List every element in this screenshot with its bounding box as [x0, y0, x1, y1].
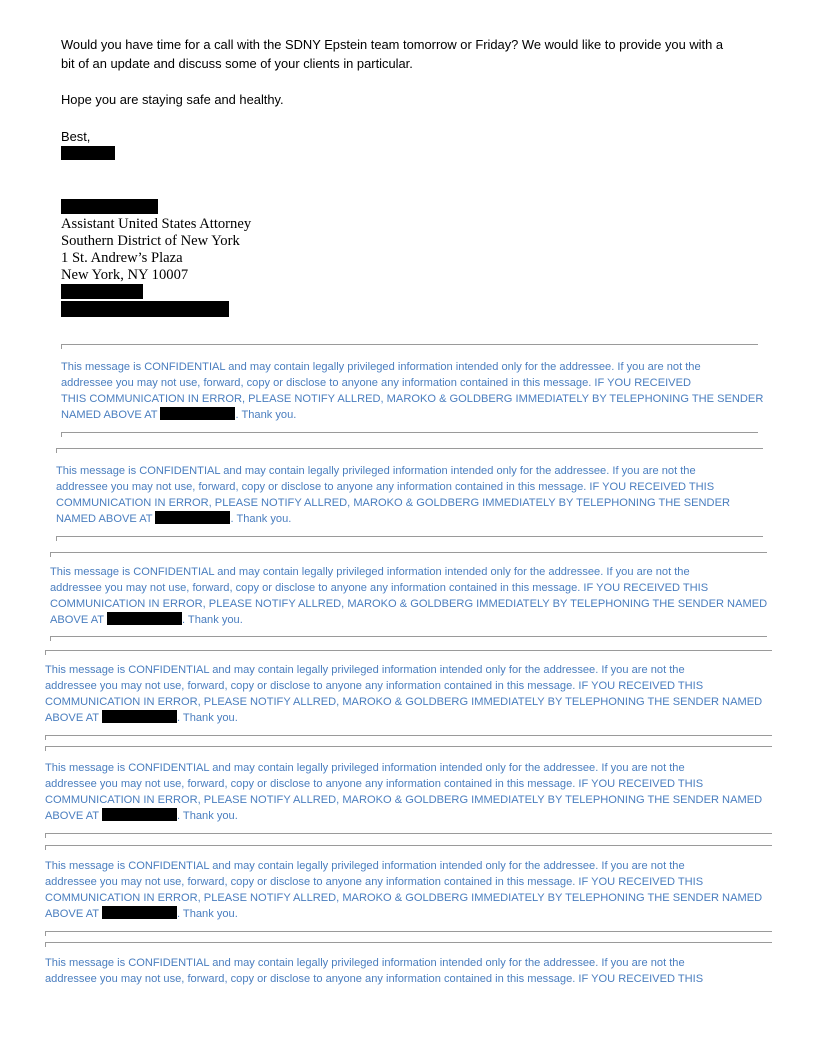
message-line-3: Hope you are staying safe and healthy.: [61, 92, 284, 107]
signature-title: Assistant United States Attorney: [61, 216, 252, 232]
divider-rule: [45, 650, 772, 655]
redaction-phone: [160, 407, 235, 420]
redaction-email: [61, 301, 229, 317]
divider-rule: [56, 536, 763, 541]
divider-rule: [45, 746, 772, 751]
message-line-1: Would you have time for a call with the SDNY Epstein team tomorrow or Friday? We would like to provide you with a: [61, 37, 724, 52]
disclaimer-line: COMMUNICATION IN ERROR, PLEASE NOTIFY ALLRED, MAROKO & GOLDBERG IMMEDIATELY BY TELEPHONING THE SENDER NAMED: [50, 598, 768, 610]
redaction-phone: [102, 710, 177, 723]
redaction-phone: [61, 284, 143, 299]
disclaimer-line: addressee you may not use, forward, copy or disclose to anyone any information contained in this message. IF YOU RECEIVED THIS: [45, 876, 704, 888]
disclaimer-line: addressee you may not use, forward, copy or disclose to anyone any information contained in this message. IF YOU RECEIVED: [61, 377, 691, 389]
disclaimer-line: This message is CONFIDENTIAL and may contain legally privileged information intended only for the addressee. If you are not the: [45, 664, 685, 676]
disclaimer-line: COMMUNICATION IN ERROR, PLEASE NOTIFY ALLRED, MAROKO & GOLDBERG IMMEDIATELY BY TELEPHONING THE SENDER NAMED: [45, 696, 763, 708]
signature-city: New York, NY 10007: [61, 267, 189, 283]
disclaimer-line: This message is CONFIDENTIAL and may contain legally privileged information intended only for the addressee. If you are not the: [56, 465, 696, 477]
redaction-phone: [107, 612, 182, 625]
disclaimer-thanks: . Thank you.: [176, 908, 238, 920]
divider-rule: [61, 344, 758, 349]
divider-rule: [50, 636, 767, 641]
message-line-2: bit of an update and discuss some of your clients in particular.: [61, 56, 413, 71]
disclaimer-line: ABOVE AT: [45, 810, 99, 822]
divider-rule: [56, 448, 763, 453]
disclaimer-line: addressee you may not use, forward, copy or disclose to anyone any information contained in this message. IF YOU RECEIVED THIS: [50, 582, 709, 594]
disclaimer-thanks: . Thank you.: [176, 712, 238, 724]
disclaimer-line: This message is CONFIDENTIAL and may contain legally privileged information intended only for the addressee. If you are not the: [45, 957, 685, 969]
divider-rule: [45, 845, 772, 850]
disclaimer-line: NAMED ABOVE AT: [56, 513, 153, 525]
disclaimer-line: addressee you may not use, forward, copy or disclose to anyone any information contained in this message. IF YOU RECEIVED THIS: [45, 973, 704, 985]
disclaimer-line: THIS COMMUNICATION IN ERROR, PLEASE NOTIFY ALLRED, MAROKO & GOLDBERG IMMEDIATELY BY TELEPHONING THE SENDER: [61, 393, 764, 405]
redaction-attorney-name: [61, 199, 158, 214]
disclaimer-line: addressee you may not use, forward, copy or disclose to anyone any information contained in this message. IF YOU RECEIVED THIS: [45, 778, 704, 790]
disclaimer-thanks: . Thank you.: [181, 614, 243, 626]
disclaimer-block: [45, 760, 762, 824]
disclaimer-line: COMMUNICATION IN ERROR, PLEASE NOTIFY ALLRED, MAROKO & GOLDBERG IMMEDIATELY BY TELEPHONING THE SENDER: [56, 497, 730, 509]
disclaimer-line: NAMED ABOVE AT: [61, 409, 158, 421]
disclaimer-line: This message is CONFIDENTIAL and may contain legally privileged information intended only for the addressee. If you are not the: [45, 762, 685, 774]
disclaimer-thanks: . Thank you.: [176, 810, 238, 822]
disclaimer-block: [45, 858, 762, 922]
disclaimer-line: This message is CONFIDENTIAL and may contain legally privileged information intended only for the addressee. If you are not the: [50, 566, 690, 578]
disclaimer-line: COMMUNICATION IN ERROR, PLEASE NOTIFY ALLRED, MAROKO & GOLDBERG IMMEDIATELY BY TELEPHONING THE SENDER NAMED: [45, 892, 763, 904]
redaction-sender-name: [61, 146, 115, 160]
redaction-phone: [155, 511, 230, 524]
disclaimer-block: [45, 955, 703, 987]
redaction-phone: [102, 906, 177, 919]
divider-rule: [45, 942, 772, 947]
disclaimer-block: [45, 662, 762, 726]
divider-rule: [61, 432, 758, 437]
disclaimer-line: COMMUNICATION IN ERROR, PLEASE NOTIFY ALLRED, MAROKO & GOLDBERG IMMEDIATELY BY TELEPHONING THE SENDER NAMED: [45, 794, 763, 806]
divider-rule: [45, 931, 772, 936]
redaction-phone: [102, 808, 177, 821]
disclaimer-block: [56, 463, 730, 527]
disclaimer-line: addressee you may not use, forward, copy or disclose to anyone any information contained in this message. IF YOU RECEIVED THIS: [56, 481, 715, 493]
divider-rule: [45, 735, 772, 740]
divider-rule: [45, 833, 772, 838]
disclaimer-line: This message is CONFIDENTIAL and may contain legally privileged information intended only for the addressee. If you are not the: [61, 361, 701, 373]
closing: Best,: [61, 129, 91, 144]
signature-street: 1 St. Andrew’s Plaza: [61, 250, 183, 266]
disclaimer-line: ABOVE AT: [45, 712, 99, 724]
disclaimer-line: ABOVE AT: [45, 908, 99, 920]
disclaimer-line: ABOVE AT: [50, 614, 104, 626]
divider-rule: [50, 552, 767, 557]
disclaimer-line: This message is CONFIDENTIAL and may contain legally privileged information intended only for the addressee. If you are not the: [45, 860, 685, 872]
disclaimer-block: [50, 564, 767, 628]
disclaimer-thanks: . Thank you.: [235, 409, 297, 421]
disclaimer-thanks: . Thank you.: [230, 513, 292, 525]
signature-office: Southern District of New York: [61, 233, 240, 249]
disclaimer-line: addressee you may not use, forward, copy or disclose to anyone any information contained in this message. IF YOU RECEIVED THIS: [45, 680, 704, 692]
disclaimer-block: [61, 359, 763, 423]
